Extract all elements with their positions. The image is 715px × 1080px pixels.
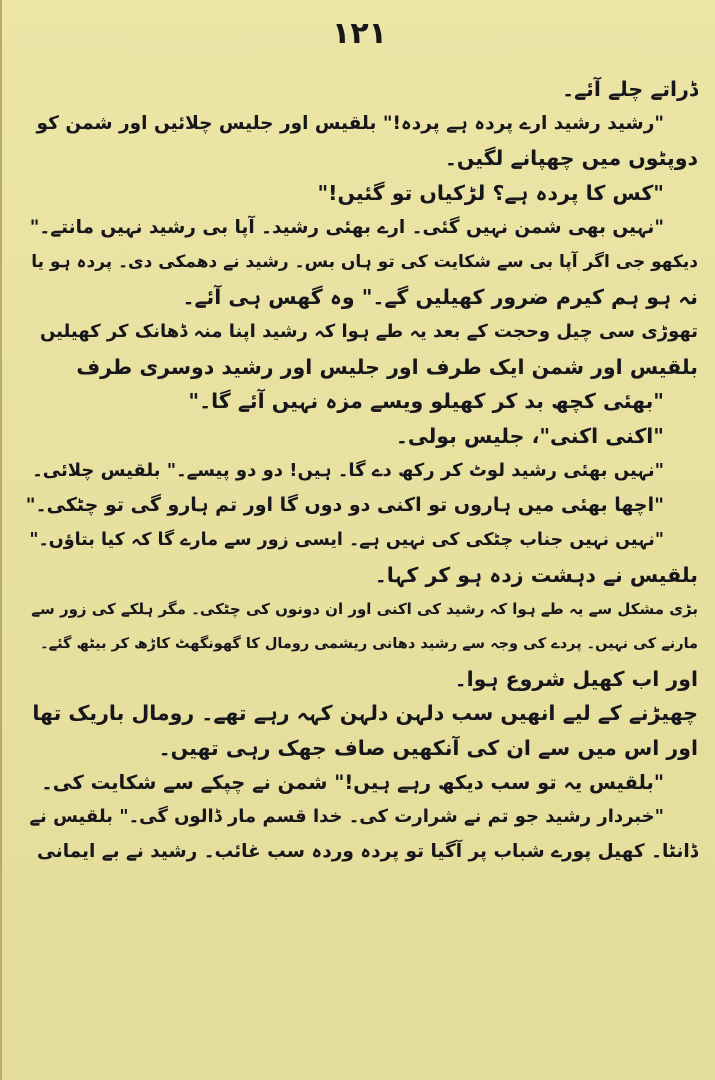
text-line: "اکنی اکنی"، جلیس بولی۔ xyxy=(395,423,664,448)
text-line: "بھئی کچھ بد کر کھیلو ویسے مزہ نہیں آئے گا۔" xyxy=(188,389,664,414)
text-line: نہ ہو ہم کیرم ضرور کھیلیں گے۔" وہ گھس ہی آئے۔ xyxy=(182,285,698,310)
body-text xyxy=(26,72,698,870)
text-line: ڈانٹا۔ کھیل پورے شباب پر آگیا تو پردہ وردہ سب غائب۔ رشید نے بے ایمانی xyxy=(37,841,698,863)
text-line: مارنے کی نہیں۔ پردے کی وجہ سے رشید دھانی ریشمی رومال کا گھونگھٹ کاڑھ کر بیٹھ گئے۔ xyxy=(40,636,698,652)
text-line: "نہیں بھی شمن نہیں گئی۔ ارے بھئی رشید۔ آپا بی رشید نہیں مانتے۔" xyxy=(29,216,664,238)
text-line: "نہیں نہیں جناب چٹکی کی نہیں ہے۔ ایسی زور سے مارے گا کہ کیا بتاؤں۔" xyxy=(29,529,664,550)
text-line: چھیڑنے کے لیے انھیں سب دلہن دلہن کہہ رہے تھے۔ رومال باریک تھا xyxy=(32,701,698,726)
text-line: بلقیس نے دہشت زدہ ہو کر کہا۔ xyxy=(374,562,698,587)
text-line: دیکھو جی اگر آپا بی سے شکایت کی تو ہاں بس۔ رشید نے دھمکی دی۔ پردہ ہو یا xyxy=(31,252,698,273)
page-number: ۱۲۱ xyxy=(332,16,387,51)
text-line: تھوڑی سی چیل وحجت کے بعد یہ طے ہوا کہ رشید اپنا منہ ڈھانک کر کھیلیں xyxy=(39,320,698,342)
text-line: "اچھا بھئی میں ہاروں تو اکنی دو دوں گا اور تم ہارو گی تو چٹکی۔" xyxy=(26,494,664,517)
text-line: اور اب کھیل شروع ہوا۔ xyxy=(454,666,698,691)
text-line: بلقیس اور شمن ایک طرف اور جلیس اور رشید دوسری طرف xyxy=(76,354,698,379)
text-line: "نہیں بھئی رشید لوٹ کر رکھ دے گا۔ ہیں! دو دو پیسے۔" بلقیس چلائی۔ xyxy=(32,459,664,481)
text-line: "کس کا پردہ ہے؟ لڑکیاں تو گئیں!" xyxy=(317,181,664,206)
text-line: "خبردار رشید جو تم نے شرارت کی۔ خدا قسم مار ڈالوں گی۔" بلقیس نے xyxy=(29,806,664,828)
text-line: بڑی مشکل سے یہ طے ہوا کہ رشید کی اکنی اور ان دونوں کی چٹکی۔ مگر ہلکے کی زور سے xyxy=(31,600,698,619)
text-line: ڈراتے چلے آئے۔ xyxy=(562,77,698,101)
text-line: اور اس میں سے ان کی آنکھیں صاف جھک رہی تھیں۔ xyxy=(158,736,698,761)
text-line: "بلقیس یہ تو سب دیکھ رہے ہیں!" شمن نے چپکے سے شکایت کی۔ xyxy=(41,770,664,794)
text-line: دوپٹوں میں چھپانے لگیں۔ xyxy=(444,146,698,171)
text-line: "رشید رشید ارے پردہ ہے پردہ!" بلقیس اور جلیس چلائیں اور شمن کو xyxy=(36,112,664,134)
